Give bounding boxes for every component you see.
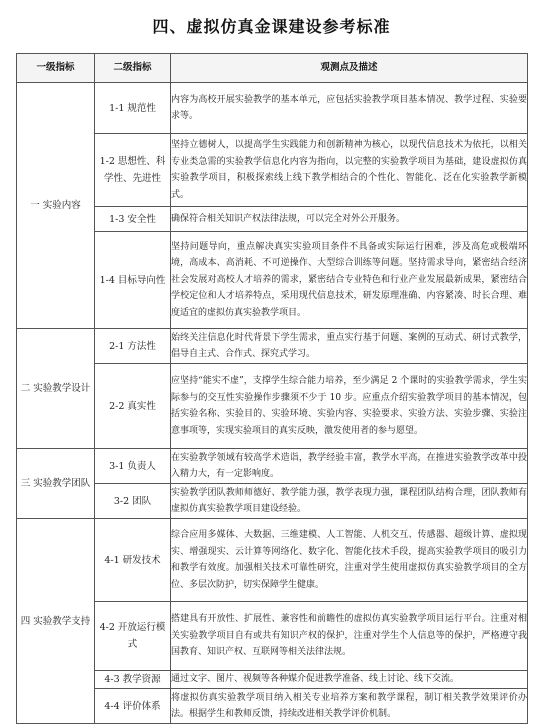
level2-label: 1-1 规范性 <box>95 83 171 134</box>
level2-label: 1-3 安全性 <box>95 207 171 232</box>
description-cell: 在实验教学领域有较高学术造诣，教学经验丰富，教学水平高，在推进实验教学改革中投入精力大，有一定影响度。 <box>171 449 528 484</box>
header-description: 观测点及描述 <box>171 54 528 83</box>
description-cell: 通过文字、图片、视频等各种媒介促进教学准备、线上讨论、线下交流。 <box>171 671 528 689</box>
page-title: 四、虚拟仿真金课建设参考标准 <box>152 17 391 36</box>
level2-label: 4-1 研发技术 <box>95 519 171 602</box>
level2-label: 1-2 思想性、科学性、先进性 <box>95 134 171 207</box>
description-cell: 将虚拟仿真实验教学项目纳入相关专业培养方案和教学课程，制订相关教学效果评价办法。根据学生和教师反馈，持续改进相关教学评价机制。 <box>171 689 528 724</box>
level1-label: 一 实验内容 <box>17 83 95 329</box>
table-header-row <box>17 54 528 83</box>
level2-label: 3-1 负责人 <box>95 449 171 484</box>
level2-label: 4-4 评价体系 <box>95 689 171 724</box>
level2-label: 2-1 方法性 <box>95 329 171 364</box>
level2-label: 1-4 目标导向性 <box>95 232 171 329</box>
table-row <box>17 83 528 134</box>
description-cell: 实验教学团队教师师德好、教学能力强，教学表现力强，课程团队结构合理，团队教师有虚拟仿真实验教学项目建设经验。 <box>171 484 528 519</box>
description-cell: 始终关注信息化时代背景下学生需求，重点实行基于问题、案例的互动式、研讨式教学，倡导自主式、合作式、探究式学习。 <box>171 329 528 364</box>
description-cell: 坚持立德树人，以提高学生实践能力和创新精神为核心，以现代信息技术为依托，以相关专业类急需的实验教学信息化内容为指向，以完整的实验教学项目为基础，建设虚拟仿真实验教学项目，积极探索线上线下教学相结合的个性化、智能化、泛在化实验教学新模式。 <box>171 134 528 207</box>
level2-label: 4-3 教学资源 <box>95 671 171 689</box>
table-row <box>17 449 528 484</box>
level1-label: 四 实验教学支持 <box>17 519 95 724</box>
description-cell: 搭建具有开放性、扩展性、兼容性和前瞻性的虚拟仿真实验教学项目运行平台。注重对相关实验教学项目自有或共有知识产权的保护，注重对学生个人信息等的保护，严格遵守我国教育、知识产权、互联网等相关法律法规。 <box>171 602 528 671</box>
header-level2: 二级指标 <box>95 54 171 83</box>
description-cell: 确保符合相关知识产权法律法规，可以完全对外公开服务。 <box>171 207 528 232</box>
header-level1: 一级指标 <box>17 54 95 83</box>
table-row <box>17 519 528 602</box>
level1-label: 三 实验教学团队 <box>17 449 95 519</box>
level2-label: 3-2 团队 <box>95 484 171 519</box>
level1-label: 二 实验教学设计 <box>17 329 95 449</box>
standards-table <box>16 53 528 724</box>
description-cell: 应坚持“能实不虚”，支撑学生综合能力培养，至少满足 2 个课时的实验教学需求，学生实际参与的交互性实验操作步骤须不少于 10 步。应重点介绍实验教学项目的基本情况，包括实验名称、实验目的、实验环境、实验内容、实验要求、实验方法、实验步骤、实验注意事项等，实现实验项目的真实反映，激发使用者的参与愿望。 <box>171 364 528 449</box>
table-row <box>17 329 528 364</box>
level2-label: 4-2 开放运行模式 <box>95 602 171 671</box>
description-cell: 综合应用多媒体、大数据、三维建模、人工智能、人机交互、传感器、超级计算、虚拟现实、增强现实、云计算等网络化、数字化、智能化技术手段，提高实验教学项目的吸引力和教学有效度。加强相关技术可靠性研究，注重对学生使用虚拟仿真实验教学项目的全方位、多层次防护，切实保障学生健康。 <box>171 519 528 602</box>
description-cell: 内容为高校开展实验教学的基本单元，应包括实验教学项目基本情况、教学过程、实验要求等。 <box>171 83 528 134</box>
description-cell: 坚持问题导向，重点解决真实实验项目条件不具备或实际运行困难，涉及高危或极端环境，高成本、高消耗、不可逆操作、大型综合训练等问题。坚持需求导向，紧密结合经济社会发展对高校人才培养的需求，紧密结合专业特色和行业产业发展最新成果，紧密结合学校定位和人才培养特点，采用现代信息技术，研发原理准确、内容紧凑、时长合理、难度适宜的虚拟仿真实验教学项目。 <box>171 232 528 329</box>
level2-label: 2-2 真实性 <box>95 364 171 449</box>
